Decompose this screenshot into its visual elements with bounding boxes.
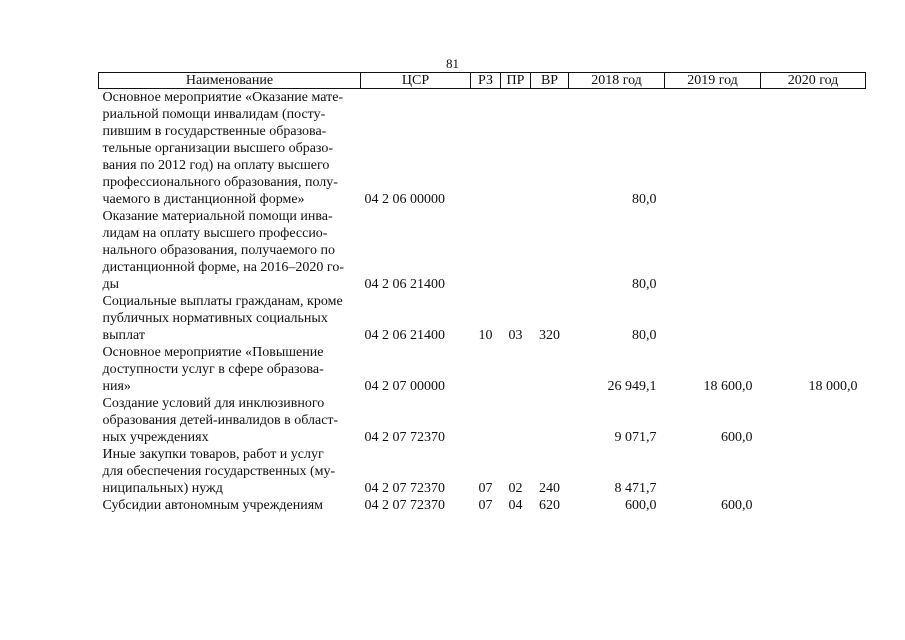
name-line: Социальные выплаты гражданам, кроме xyxy=(102,294,343,309)
header-csr: ЦСР xyxy=(361,73,471,89)
table-row xyxy=(99,344,866,395)
cell-name xyxy=(99,446,361,497)
name-line: ды xyxy=(102,277,120,292)
header-pr: ПР xyxy=(501,73,531,89)
name-line: нального образования, получаемого по xyxy=(102,243,335,258)
cell-pr: 03 xyxy=(508,328,523,343)
cell-y2020: 18 000,0 xyxy=(808,379,858,394)
cell-csr: 04 2 07 72370 xyxy=(364,430,445,445)
name-line: ния» xyxy=(102,379,131,394)
cell-y2019: 600,0 xyxy=(721,430,753,445)
cell-csr: 04 2 06 21400 xyxy=(364,277,445,292)
cell-y2020 xyxy=(761,395,866,446)
cell-name xyxy=(99,208,361,293)
header-2019: 2019 год xyxy=(665,73,761,89)
table-row xyxy=(99,208,866,293)
name-line: для обеспечения государственных (му- xyxy=(102,464,336,479)
name-line: пившим в государственные образова- xyxy=(102,124,327,139)
cell-rz xyxy=(471,89,501,209)
cell-name xyxy=(99,293,361,344)
header-vr: ВР xyxy=(531,73,569,89)
name-line: публичных нормативных социальных xyxy=(102,311,328,326)
name-line: Основное мероприятие «Оказание мате- xyxy=(102,90,344,105)
page-number: 81 xyxy=(446,56,459,71)
cell-pr xyxy=(501,89,531,209)
cell-y2020 xyxy=(761,208,866,293)
cell-vr: 620 xyxy=(539,498,560,513)
cell-y2018: 26 949,1 xyxy=(607,379,657,394)
cell-vr xyxy=(531,208,569,293)
name-line: Субсидии автономным учреждениям xyxy=(102,498,324,513)
cell-y2020 xyxy=(761,446,866,497)
name-line: ных учреждениях xyxy=(102,430,209,445)
name-line: тельные организации высшего образо- xyxy=(102,141,334,156)
cell-rz xyxy=(471,344,501,395)
cell-name xyxy=(99,344,361,395)
cell-y2018: 80,0 xyxy=(632,192,657,207)
cell-y2018: 80,0 xyxy=(632,328,657,343)
table-row xyxy=(99,293,866,344)
cell-vr: 320 xyxy=(539,328,560,343)
cell-y2019 xyxy=(665,208,761,293)
cell-y2018: 600,0 xyxy=(625,498,657,513)
name-line: чаемого в дистанционной форме» xyxy=(102,192,305,207)
name-line: Основное мероприятие «Повышение xyxy=(102,345,324,360)
cell-y2020 xyxy=(761,89,866,209)
cell-vr: 240 xyxy=(539,481,560,496)
name-line: ниципальных) нужд xyxy=(102,481,223,496)
cell-y2020 xyxy=(761,497,866,514)
cell-pr: 02 xyxy=(508,481,523,496)
cell-name xyxy=(99,89,361,209)
table-row xyxy=(99,446,866,497)
cell-csr: 04 2 07 00000 xyxy=(364,379,445,394)
header-2018: 2018 год xyxy=(569,73,665,89)
cell-pr: 04 xyxy=(508,498,523,513)
cell-vr xyxy=(531,344,569,395)
cell-y2020 xyxy=(761,293,866,344)
header-2020: 2020 год xyxy=(761,73,866,89)
name-line: риальной помощи инвалидам (посту- xyxy=(102,107,326,122)
cell-y2019 xyxy=(665,446,761,497)
cell-csr: 04 2 06 00000 xyxy=(364,192,445,207)
name-line: образования детей-инвалидов в област- xyxy=(102,413,339,428)
header-rz: РЗ xyxy=(471,73,501,89)
table-row xyxy=(99,89,866,209)
cell-y2019: 600,0 xyxy=(721,498,753,513)
cell-vr xyxy=(531,89,569,209)
cell-y2019 xyxy=(665,89,761,209)
name-line: Создание условий для инклюзивного xyxy=(102,396,325,411)
table-row xyxy=(99,395,866,446)
table-row xyxy=(99,497,866,514)
cell-rz: 07 xyxy=(478,498,493,513)
name-line: Иные закупки товаров, работ и услуг xyxy=(102,447,324,462)
cell-rz xyxy=(471,208,501,293)
cell-vr xyxy=(531,395,569,446)
cell-y2018: 8 471,7 xyxy=(614,481,657,496)
cell-name xyxy=(99,497,361,514)
name-line: вания по 2012 год) на оплату высшего xyxy=(102,158,330,173)
cell-name xyxy=(99,395,361,446)
cell-csr: 04 2 07 72370 xyxy=(364,498,445,513)
name-line: Оказание материальной помощи инва- xyxy=(102,209,333,224)
cell-csr: 04 2 07 72370 xyxy=(364,481,445,496)
name-line: профессионального образования, полу- xyxy=(102,175,338,190)
name-line: доступности услуг в сфере образова- xyxy=(102,362,324,377)
table-header-row xyxy=(99,73,866,89)
cell-y2018: 9 071,7 xyxy=(614,430,657,445)
budget-table xyxy=(98,72,866,514)
cell-y2018: 80,0 xyxy=(632,277,657,292)
cell-csr: 04 2 06 21400 xyxy=(364,328,445,343)
cell-pr xyxy=(501,208,531,293)
cell-y2019 xyxy=(665,293,761,344)
name-line: лидам на оплату высшего профессио- xyxy=(102,226,328,241)
cell-pr xyxy=(501,344,531,395)
cell-rz: 10 xyxy=(478,328,493,343)
name-line: дистанционной форме, на 2016–2020 го- xyxy=(102,260,344,275)
cell-rz: 07 xyxy=(478,481,493,496)
header-name: Наименование xyxy=(99,73,361,89)
cell-y2019: 18 600,0 xyxy=(703,379,753,394)
cell-rz xyxy=(471,395,501,446)
table-body xyxy=(99,89,866,515)
cell-pr xyxy=(501,395,531,446)
name-line: выплат xyxy=(102,328,145,343)
